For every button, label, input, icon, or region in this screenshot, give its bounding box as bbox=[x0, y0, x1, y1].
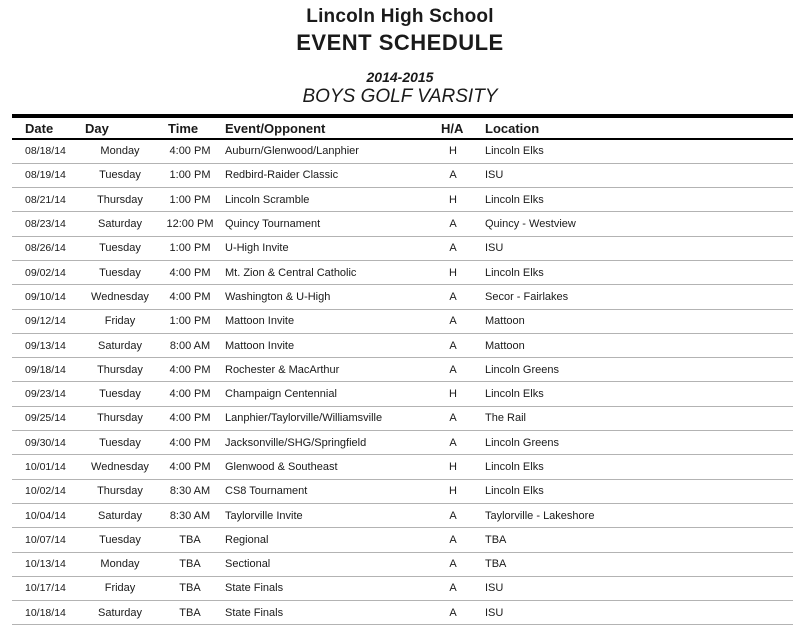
cell-day: Monday bbox=[85, 139, 155, 163]
cell-day: Thursday bbox=[85, 479, 155, 503]
table-row bbox=[12, 309, 793, 333]
cell-event: Regional bbox=[225, 528, 438, 552]
cell-time: TBA bbox=[155, 601, 225, 625]
schedule-body bbox=[12, 139, 793, 625]
cell-ha: A bbox=[438, 576, 468, 600]
col-header-date: Date bbox=[12, 116, 85, 139]
cell-ha: H bbox=[438, 455, 468, 479]
cell-ha: A bbox=[438, 163, 468, 187]
cell-location: Lincoln Elks bbox=[468, 260, 793, 284]
table-row bbox=[12, 479, 793, 503]
season-label: 2014-2015 bbox=[366, 69, 434, 85]
document-header bbox=[0, 6, 800, 108]
cell-event: Jacksonville/SHG/Springfield bbox=[225, 431, 438, 455]
cell-event: Auburn/Glenwood/Lanphier bbox=[225, 139, 438, 163]
cell-ha: H bbox=[438, 479, 468, 503]
cell-location: ISU bbox=[468, 163, 793, 187]
cell-ha: A bbox=[438, 236, 468, 260]
cell-ha: A bbox=[438, 503, 468, 527]
table-row bbox=[12, 552, 793, 576]
col-header-event: Event/Opponent bbox=[225, 116, 438, 139]
cell-ha: A bbox=[438, 212, 468, 236]
cell-time: 4:00 PM bbox=[155, 285, 225, 309]
cell-event: Washington & U-High bbox=[225, 285, 438, 309]
cell-time: 1:00 PM bbox=[155, 188, 225, 212]
cell-time: TBA bbox=[155, 576, 225, 600]
table-row bbox=[12, 455, 793, 479]
cell-day: Saturday bbox=[85, 503, 155, 527]
cell-day: Friday bbox=[85, 576, 155, 600]
cell-date: 09/13/14 bbox=[12, 333, 85, 357]
cell-ha: A bbox=[438, 431, 468, 455]
document-title: EVENT SCHEDULE bbox=[296, 30, 504, 55]
table-row bbox=[12, 260, 793, 284]
table-row bbox=[12, 358, 793, 382]
cell-location: Lincoln Greens bbox=[468, 431, 793, 455]
cell-day: Thursday bbox=[85, 406, 155, 430]
cell-date: 08/21/14 bbox=[12, 188, 85, 212]
table-row bbox=[12, 503, 793, 527]
table-row bbox=[12, 601, 793, 625]
cell-event: Mt. Zion & Central Catholic bbox=[225, 260, 438, 284]
cell-ha: A bbox=[438, 333, 468, 357]
cell-day: Friday bbox=[85, 309, 155, 333]
table-row bbox=[12, 431, 793, 455]
cell-time: 12:00 PM bbox=[155, 212, 225, 236]
table-row bbox=[12, 406, 793, 430]
table-row bbox=[12, 236, 793, 260]
cell-location: Secor - Fairlakes bbox=[468, 285, 793, 309]
cell-ha: H bbox=[438, 382, 468, 406]
cell-date: 08/23/14 bbox=[12, 212, 85, 236]
cell-day: Thursday bbox=[85, 358, 155, 382]
col-header-day: Day bbox=[85, 116, 155, 139]
cell-time: 4:00 PM bbox=[155, 382, 225, 406]
cell-date: 10/17/14 bbox=[12, 576, 85, 600]
cell-date: 08/18/14 bbox=[12, 139, 85, 163]
cell-ha: A bbox=[438, 309, 468, 333]
cell-event: Lanphier/Taylorville/Williamsville bbox=[225, 406, 438, 430]
team-title: BOYS GOLF VARSITY bbox=[302, 86, 498, 107]
cell-location: TBA bbox=[468, 528, 793, 552]
cell-date: 09/10/14 bbox=[12, 285, 85, 309]
cell-time: 8:30 AM bbox=[155, 479, 225, 503]
cell-ha: A bbox=[438, 552, 468, 576]
table-row bbox=[12, 576, 793, 600]
cell-day: Saturday bbox=[85, 333, 155, 357]
cell-day: Tuesday bbox=[85, 236, 155, 260]
table-row bbox=[12, 382, 793, 406]
cell-date: 10/04/14 bbox=[12, 503, 85, 527]
cell-event: U-High Invite bbox=[225, 236, 438, 260]
cell-location: ISU bbox=[468, 601, 793, 625]
cell-event: CS8 Tournament bbox=[225, 479, 438, 503]
cell-event: Mattoon Invite bbox=[225, 309, 438, 333]
col-header-time: Time bbox=[155, 116, 225, 139]
cell-day: Tuesday bbox=[85, 260, 155, 284]
cell-event: State Finals bbox=[225, 601, 438, 625]
header-row bbox=[12, 116, 793, 139]
cell-day: Tuesday bbox=[85, 431, 155, 455]
cell-event: Sectional bbox=[225, 552, 438, 576]
cell-date: 09/02/14 bbox=[12, 260, 85, 284]
cell-location: ISU bbox=[468, 576, 793, 600]
cell-date: 10/13/14 bbox=[12, 552, 85, 576]
cell-location: Mattoon bbox=[468, 309, 793, 333]
cell-event: Champaign Centennial bbox=[225, 382, 438, 406]
cell-location: TBA bbox=[468, 552, 793, 576]
cell-event: Quincy Tournament bbox=[225, 212, 438, 236]
cell-event: Glenwood & Southeast bbox=[225, 455, 438, 479]
table-row bbox=[12, 333, 793, 357]
cell-time: 4:00 PM bbox=[155, 139, 225, 163]
cell-time: 1:00 PM bbox=[155, 309, 225, 333]
table-row bbox=[12, 163, 793, 187]
col-header-location: Location bbox=[468, 116, 793, 139]
table-row bbox=[12, 212, 793, 236]
cell-event: Taylorville Invite bbox=[225, 503, 438, 527]
schedule-table bbox=[12, 114, 793, 625]
cell-location: Quincy - Westview bbox=[468, 212, 793, 236]
school-name: Lincoln High School bbox=[306, 6, 494, 27]
cell-day: Wednesday bbox=[85, 455, 155, 479]
table-row bbox=[12, 139, 793, 163]
cell-location: Lincoln Greens bbox=[468, 358, 793, 382]
cell-location: Mattoon bbox=[468, 333, 793, 357]
schedule-table-container bbox=[12, 114, 793, 625]
cell-date: 09/25/14 bbox=[12, 406, 85, 430]
cell-day: Tuesday bbox=[85, 163, 155, 187]
cell-ha: A bbox=[438, 601, 468, 625]
table-row bbox=[12, 188, 793, 212]
cell-ha: A bbox=[438, 285, 468, 309]
cell-time: 4:00 PM bbox=[155, 358, 225, 382]
cell-event: Mattoon Invite bbox=[225, 333, 438, 357]
cell-location: Lincoln Elks bbox=[468, 139, 793, 163]
table-row bbox=[12, 285, 793, 309]
cell-ha: A bbox=[438, 406, 468, 430]
cell-date: 08/19/14 bbox=[12, 163, 85, 187]
cell-ha: H bbox=[438, 260, 468, 284]
cell-day: Saturday bbox=[85, 212, 155, 236]
col-header-ha: H/A bbox=[438, 116, 468, 139]
cell-location: Lincoln Elks bbox=[468, 479, 793, 503]
cell-time: 4:00 PM bbox=[155, 455, 225, 479]
cell-date: 10/01/14 bbox=[12, 455, 85, 479]
cell-location: Lincoln Elks bbox=[468, 382, 793, 406]
cell-date: 10/02/14 bbox=[12, 479, 85, 503]
cell-day: Wednesday bbox=[85, 285, 155, 309]
cell-date: 09/12/14 bbox=[12, 309, 85, 333]
cell-event: Lincoln Scramble bbox=[225, 188, 438, 212]
cell-location: Taylorville - Lakeshore bbox=[468, 503, 793, 527]
cell-day: Tuesday bbox=[85, 528, 155, 552]
cell-time: 4:00 PM bbox=[155, 406, 225, 430]
cell-event: State Finals bbox=[225, 576, 438, 600]
cell-time: 4:00 PM bbox=[155, 260, 225, 284]
cell-time: TBA bbox=[155, 528, 225, 552]
cell-time: 1:00 PM bbox=[155, 163, 225, 187]
cell-day: Saturday bbox=[85, 601, 155, 625]
cell-date: 09/23/14 bbox=[12, 382, 85, 406]
cell-time: 1:00 PM bbox=[155, 236, 225, 260]
table-header bbox=[12, 116, 793, 139]
cell-date: 10/18/14 bbox=[12, 601, 85, 625]
cell-ha: A bbox=[438, 528, 468, 552]
cell-event: Rochester & MacArthur bbox=[225, 358, 438, 382]
cell-event: Redbird-Raider Classic bbox=[225, 163, 438, 187]
cell-location: The Rail bbox=[468, 406, 793, 430]
cell-date: 10/07/14 bbox=[12, 528, 85, 552]
cell-ha: A bbox=[438, 358, 468, 382]
cell-day: Thursday bbox=[85, 188, 155, 212]
cell-location: ISU bbox=[468, 236, 793, 260]
cell-location: Lincoln Elks bbox=[468, 455, 793, 479]
table-row bbox=[12, 528, 793, 552]
cell-time: 4:00 PM bbox=[155, 431, 225, 455]
cell-date: 08/26/14 bbox=[12, 236, 85, 260]
cell-time: 8:30 AM bbox=[155, 503, 225, 527]
cell-date: 09/18/14 bbox=[12, 358, 85, 382]
cell-day: Monday bbox=[85, 552, 155, 576]
cell-ha: H bbox=[438, 139, 468, 163]
cell-location: Lincoln Elks bbox=[468, 188, 793, 212]
cell-day: Tuesday bbox=[85, 382, 155, 406]
cell-date: 09/30/14 bbox=[12, 431, 85, 455]
cell-time: TBA bbox=[155, 552, 225, 576]
cell-time: 8:00 AM bbox=[155, 333, 225, 357]
cell-ha: H bbox=[438, 188, 468, 212]
